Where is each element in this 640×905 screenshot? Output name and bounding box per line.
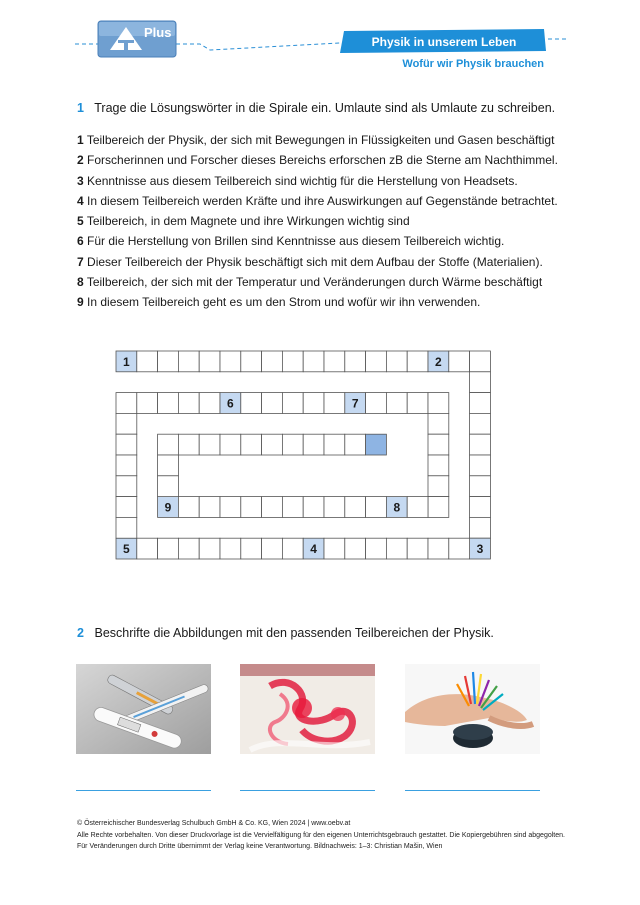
grid-cell[interactable] — [199, 393, 220, 414]
grid-cell[interactable] — [470, 393, 491, 414]
grid-cell[interactable] — [137, 393, 158, 414]
grid-cell[interactable] — [116, 413, 137, 434]
answer-line-2[interactable] — [240, 790, 375, 791]
grid-cell[interactable] — [262, 497, 283, 518]
grid-cell[interactable] — [116, 455, 137, 476]
answer-line-3[interactable] — [405, 790, 540, 791]
task1-instruction: Trage die Lösungswörter in die Spirale ein. Umlaute sind als Umlaute zu schreiben. — [94, 101, 556, 115]
footer — [77, 818, 565, 853]
grid-cell[interactable] — [345, 497, 366, 518]
grid-cell[interactable] — [262, 351, 283, 372]
grid-cell[interactable] — [303, 351, 324, 372]
grid-cell[interactable] — [428, 413, 449, 434]
grid-cell[interactable] — [324, 393, 345, 414]
grid-cell[interactable] — [303, 497, 324, 518]
grid-cell[interactable] — [178, 497, 199, 518]
clue-item: 5 Teilbereich, in dem Magnete und ihre Wirkungen wichtig sind — [77, 214, 410, 229]
grid-cell[interactable] — [324, 351, 345, 372]
grid-cell[interactable] — [220, 497, 241, 518]
grid-cell[interactable] — [282, 393, 303, 414]
grid-cell[interactable] — [345, 538, 366, 559]
grid-cell[interactable] — [282, 497, 303, 518]
grid-cell[interactable] — [470, 517, 491, 538]
red-ink-in-water-photo — [240, 664, 375, 754]
grid-cell[interactable] — [220, 351, 241, 372]
grid-cell[interactable] — [178, 393, 199, 414]
clue-item: 4 In diesem Teilbereich werden Kräfte und ihre Auswirkungen auf Gegenstände betrachtet. — [77, 193, 558, 208]
grid-cell[interactable] — [303, 434, 324, 455]
grid-cell[interactable] — [241, 434, 262, 455]
grid-cell[interactable] — [158, 538, 179, 559]
clue-item: 7 Dieser Teilbereich der Physik beschäftigt sich mit dem Aufbau der Stoffe (Materialien). — [77, 254, 543, 269]
grid-cell[interactable] — [199, 351, 220, 372]
grid-cell-number: 5 — [123, 542, 130, 557]
spiral-crossword-grid — [110, 345, 500, 575]
clue-item: 6 Für die Herstellung von Brillen sind Kenntnisse aus diesem Teilbereich wichtig. — [77, 234, 505, 249]
grid-cell[interactable] — [449, 538, 470, 559]
grid-cell[interactable] — [241, 538, 262, 559]
grid-cell[interactable] — [262, 434, 283, 455]
grid-cell[interactable] — [303, 393, 324, 414]
grid-cell[interactable] — [324, 497, 345, 518]
task2-number: 2 — [77, 626, 84, 640]
grid-cell[interactable] — [366, 434, 387, 455]
grid-cell[interactable] — [158, 351, 179, 372]
grid-cell[interactable] — [282, 351, 303, 372]
grid-cell[interactable] — [241, 393, 262, 414]
grid-cell[interactable] — [262, 538, 283, 559]
grid-cell[interactable] — [324, 538, 345, 559]
grid-cell[interactable] — [386, 351, 407, 372]
grid-cell[interactable] — [199, 497, 220, 518]
grid-cell[interactable] — [407, 538, 428, 559]
grid-cell[interactable] — [220, 434, 241, 455]
grid-cell[interactable] — [116, 434, 137, 455]
footer-copyright: © Österreichischer Bundesverlag Schulbuch GmbH & Co. KG, Wien 2024 | www.oebv.at — [77, 820, 351, 827]
task1-number: 1 — [77, 101, 84, 115]
grid-cell[interactable] — [366, 393, 387, 414]
grid-cell-number: 2 — [435, 354, 442, 369]
grid-cell-number: 6 — [227, 396, 234, 411]
clue-item: 8 Teilbereich, der sich mit der Temperatur und Veränderungen durch Wärme beschäftigt — [77, 275, 543, 290]
grid-cell[interactable] — [428, 434, 449, 455]
grid-cell[interactable] — [386, 393, 407, 414]
grid-cell[interactable] — [470, 455, 491, 476]
answer-line-1[interactable] — [76, 790, 211, 791]
magnet-paperclips-photo — [405, 664, 540, 754]
grid-cell[interactable] — [158, 455, 179, 476]
grid-cell[interactable] — [158, 393, 179, 414]
grid-cell[interactable] — [158, 476, 179, 497]
clue-item: 9 In diesem Teilbereich geht es um den Strom und wofür wir ihn verwenden. — [77, 295, 481, 310]
grid-cell[interactable] — [137, 538, 158, 559]
page-subtitle: Wofür wir Physik brauchen — [402, 58, 544, 70]
grid-cell[interactable] — [428, 538, 449, 559]
grid-cell[interactable] — [241, 351, 262, 372]
grid-cell[interactable] — [178, 538, 199, 559]
grid-cell[interactable] — [116, 517, 137, 538]
grid-cell[interactable] — [178, 434, 199, 455]
grid-cell[interactable] — [158, 434, 179, 455]
grid-cell[interactable] — [282, 538, 303, 559]
banner-title: Physik in unserem Leben — [371, 35, 517, 49]
grid-cell[interactable] — [470, 497, 491, 518]
grid-cell-number: 3 — [476, 542, 484, 557]
grid-cell[interactable] — [366, 497, 387, 518]
grid-cell-number: 7 — [351, 396, 359, 411]
task1-heading — [77, 101, 555, 115]
grid-cell[interactable] — [324, 434, 345, 455]
header-decoration — [0, 0, 640, 80]
grid-cell[interactable] — [178, 351, 199, 372]
footer-disclaimer: Für Veränderungen durch Dritte übernimmt der Verlag keine Verantwortung. Bildnachweis: 1–3: Christian Mašin, Wien — [77, 843, 443, 850]
logo-text: Plus — [144, 25, 172, 40]
grid-cell[interactable] — [116, 476, 137, 497]
clue-item: 3 Kenntnisse aus diesem Teilbereich sind wichtig für die Herstellung von Headsets. — [77, 173, 518, 188]
grid-cell[interactable] — [428, 393, 449, 414]
thermometer-photo — [76, 664, 211, 754]
grid-cell[interactable] — [366, 538, 387, 559]
page-header — [0, 0, 640, 80]
grid-cell[interactable] — [407, 393, 428, 414]
grid-cell[interactable] — [262, 393, 283, 414]
grid-cell[interactable] — [386, 538, 407, 559]
grid-cell[interactable] — [470, 434, 491, 455]
grid-cell[interactable] — [282, 434, 303, 455]
grid-cell-number: 9 — [164, 500, 172, 515]
grid-cell[interactable] — [470, 413, 491, 434]
grid-cell[interactable] — [199, 434, 220, 455]
grid-cell[interactable] — [345, 351, 366, 372]
grid-cell[interactable] — [241, 497, 262, 518]
grid-cell[interactable] — [449, 351, 470, 372]
grid-cell[interactable] — [137, 351, 158, 372]
clue-item: 2 Forscherinnen und Forscher dieses Bereichs erforschen zB die Sterne am Nachthimmel. — [77, 153, 558, 168]
clue-item: 1 Teilbereich der Physik, der sich mit Bewegungen in Flüssigkeiten und Gasen beschäftigt — [77, 133, 555, 147]
grid-cell-number: 4 — [310, 542, 317, 557]
grid-cell[interactable] — [220, 538, 241, 559]
grid-cell[interactable] — [470, 351, 491, 372]
grid-cell[interactable] — [407, 351, 428, 372]
grid-cell[interactable] — [116, 497, 137, 518]
grid-cell-number: 8 — [393, 500, 401, 515]
grid-cell[interactable] — [407, 497, 428, 518]
clue-list — [77, 133, 558, 316]
task2-instruction: Beschrifte die Abbildungen mit den passenden Teilbereichen der Physik. — [94, 626, 494, 640]
task2-heading — [77, 626, 494, 640]
grid-cell[interactable] — [116, 393, 137, 414]
grid-cell[interactable] — [428, 476, 449, 497]
grid-cell[interactable] — [428, 497, 449, 518]
grid-cell-number: 1 — [123, 354, 130, 369]
grid-cell[interactable] — [470, 372, 491, 393]
grid-cell[interactable] — [428, 455, 449, 476]
grid-cell[interactable] — [199, 538, 220, 559]
grid-cell[interactable] — [470, 476, 491, 497]
grid-cell[interactable] — [366, 351, 387, 372]
grid-cell[interactable] — [345, 434, 366, 455]
footer-rights: Alle Rechte vorbehalten. Von dieser Druckvorlage ist die Vervielfältigung für den eigenen Unterrichtsgebrauch gestattet. Die Kopiergebühren sind abgegolten. — [77, 831, 565, 839]
